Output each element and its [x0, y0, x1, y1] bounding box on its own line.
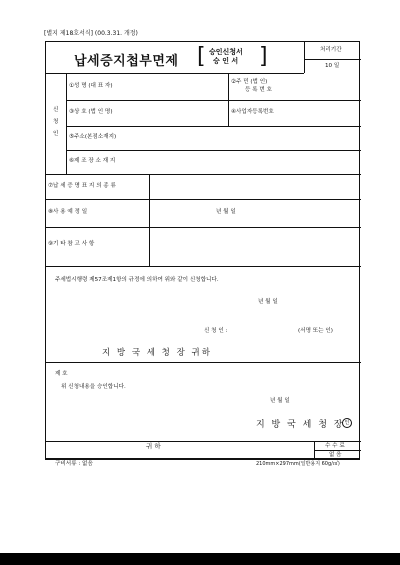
stamp-type-label: ⑦납 세 증 명 표 지 의 종 류: [48, 183, 116, 189]
title-bracket-left: [: [197, 44, 206, 69]
application-date: 년 월 일: [258, 299, 278, 305]
address-label: ⑤주소(본점소재지): [69, 134, 117, 140]
documents-row-border: [45, 459, 360, 460]
approval-statement: 위 신청내용을 승인합니다.: [61, 384, 126, 390]
approval-date: 년 월 일: [270, 398, 290, 404]
title-option-approval: 승 인 서: [213, 57, 239, 65]
approval-number: 제 호: [55, 371, 68, 377]
approving-official: 지 방 국 세 청 장: [256, 420, 345, 430]
name-label: ①성 명 (대 표 자): [69, 83, 113, 89]
other-notes-label: ⑨기 타 참 고 사 항: [48, 241, 95, 247]
application-statement: 주세법시행령 제57조제1항의 규정에 의하여 위와 같이 신청합니다.: [55, 277, 219, 283]
form-title: 납세증지첩부면제: [74, 54, 179, 69]
fee-label: 수 수 료: [325, 443, 345, 449]
application-recipient: 지 방 국 세 청 장 귀하: [102, 348, 212, 358]
title-bracket-right: ]: [259, 44, 268, 69]
signature-note: (서명 또는 인): [298, 328, 333, 334]
applicant-side-label-3: 인: [53, 131, 59, 137]
company-name-label: ③상 호 (법 인 명): [69, 109, 113, 115]
fee-value: 없 음: [329, 452, 342, 458]
usage-date-label: ⑧사 용 예 정 일: [48, 209, 88, 215]
factory-location-label: ⑥제 조 장 소 재 지: [69, 158, 116, 164]
usage-date-value: 년 월 일: [216, 209, 236, 215]
title-option-request: 승인신청서: [209, 48, 243, 56]
id-number-label-top: ②주 민 (법 인): [231, 79, 268, 85]
form-header-note: [별지 제18호서식] (00.3.31. 개정): [44, 30, 138, 37]
id-number-label-bottom: 등 록 번 호: [245, 87, 272, 93]
processing-period-label: 처리기간: [320, 47, 342, 53]
applicant-side-label-2: 청: [53, 119, 59, 125]
bottom-black-bar: [0, 553, 400, 565]
official-seal: [342, 418, 352, 428]
paper-specification: 210mm×297mm(일반용지 60g/㎡): [256, 461, 340, 467]
applicant-signature-label: 신 청 인 :: [204, 328, 228, 334]
business-number-label: ④사업자등록번호: [231, 109, 274, 115]
required-documents: 구비서류 : 없음: [55, 461, 93, 467]
processing-period-value: 10 일: [325, 63, 340, 69]
approval-recipient: 귀 하: [146, 442, 161, 450]
applicant-side-label-1: 신: [53, 107, 59, 113]
official-seal-text: 인: [344, 419, 350, 426]
